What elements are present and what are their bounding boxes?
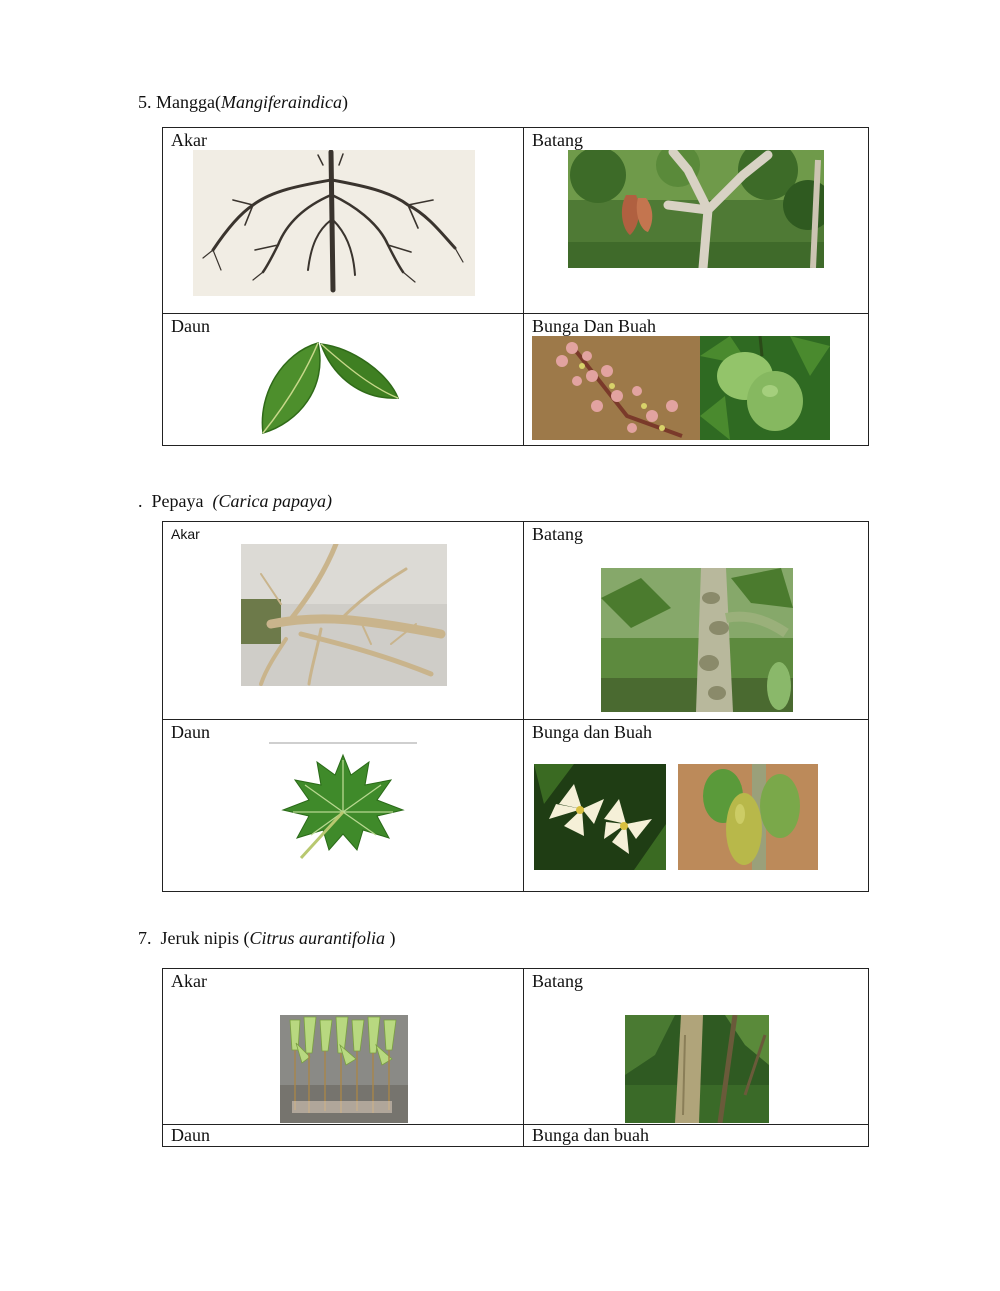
cell-jeruk-daun (163, 1125, 524, 1147)
table-mangga (162, 127, 869, 446)
table-jeruk-nipis (162, 968, 869, 1147)
papaya-root-image (241, 544, 447, 686)
mango-root-image (193, 150, 475, 296)
cell-mangga-bunga (524, 314, 869, 446)
cell-jeruk-bunga (524, 1125, 869, 1147)
label-akar: Akar (171, 526, 200, 542)
label-daun: Daun (171, 1125, 210, 1145)
mango-trunk-image (568, 150, 824, 268)
cell-jeruk-batang (524, 969, 869, 1125)
cell-jeruk-akar (163, 969, 524, 1125)
lime-seedling-root-image (280, 1015, 408, 1123)
papaya-trunk-image (601, 568, 793, 712)
cell-mangga-batang (524, 128, 869, 314)
papaya-divider-line (269, 742, 417, 744)
label-batang: Batang (532, 130, 583, 150)
cell-pepaya-batang (524, 522, 869, 720)
label-batang: Batang (532, 524, 583, 544)
table-pepaya (162, 521, 869, 892)
papaya-fruit-image (678, 764, 818, 870)
mango-flower-image (532, 336, 700, 440)
section-heading-pepaya: . Pepaya (Carica papaya) (138, 491, 332, 511)
label-daun: Daun (171, 316, 210, 336)
cell-pepaya-bunga (524, 720, 869, 892)
cell-pepaya-daun (163, 720, 524, 892)
mango-fruit-image (700, 336, 830, 440)
mango-leaf-image (253, 338, 403, 438)
papaya-leaf-image (281, 750, 405, 860)
label-bunga-buah: Bunga Dan Buah (532, 316, 656, 336)
label-bunga-buah: Bunga dan Buah (532, 722, 652, 742)
label-bunga-buah: Bunga dan buah (532, 1125, 649, 1145)
section-heading-jeruk-nipis: 7. Jeruk nipis (Citrus aurantifolia ) (138, 928, 396, 948)
cell-pepaya-akar (163, 522, 524, 720)
cell-mangga-akar (163, 128, 524, 314)
section-heading-mangga: 5. Mangga(Mangiferaindica) (138, 92, 348, 112)
lime-trunk-image (625, 1015, 769, 1123)
label-batang: Batang (532, 971, 583, 991)
label-akar: Akar (171, 971, 207, 991)
cell-mangga-daun (163, 314, 524, 446)
papaya-flower-image (534, 764, 666, 870)
label-akar: Akar (171, 130, 207, 150)
label-daun: Daun (171, 722, 210, 742)
